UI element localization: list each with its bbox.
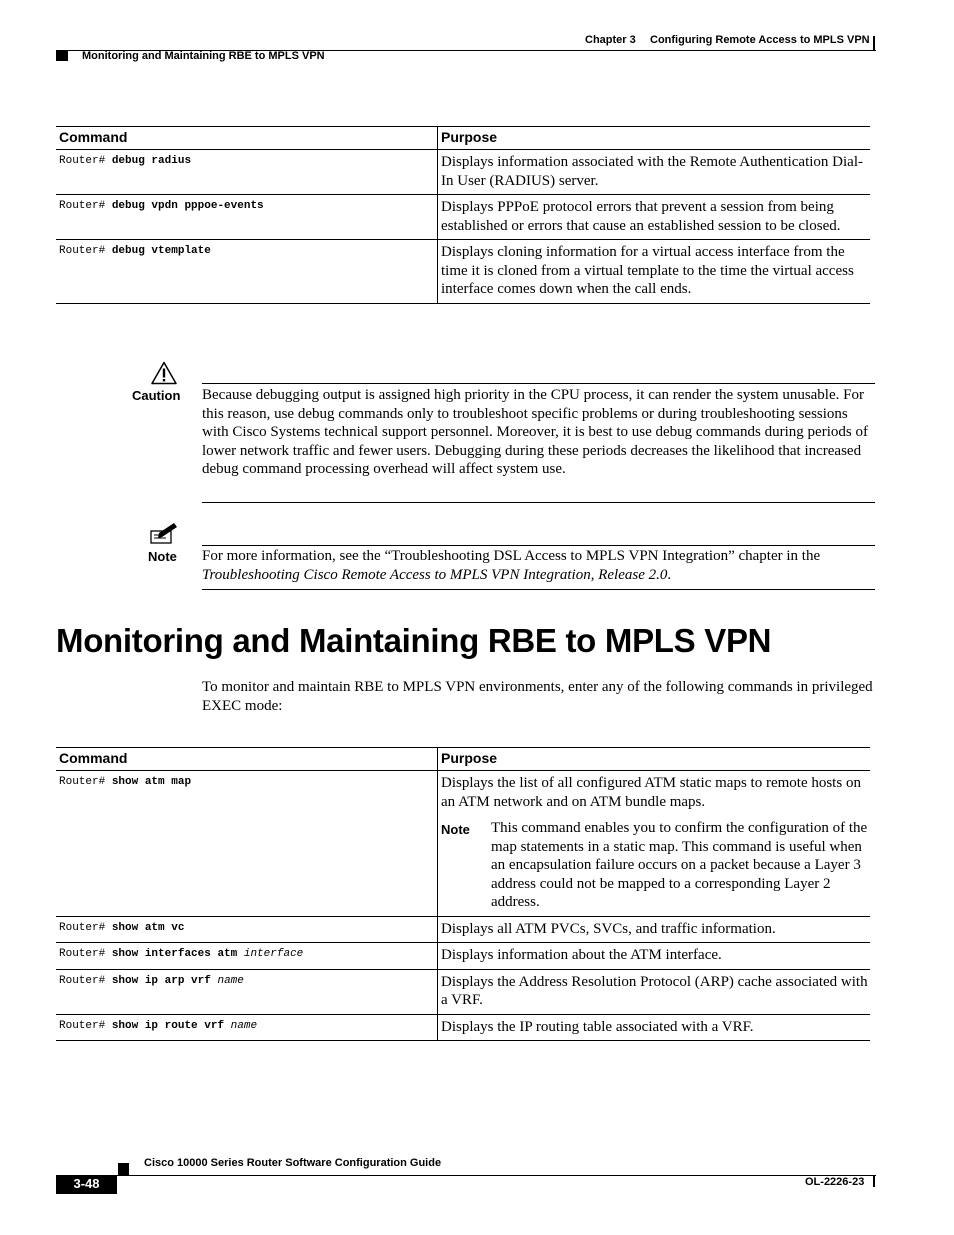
footer-tick bbox=[873, 1175, 875, 1187]
command-prompt: Router# bbox=[59, 1019, 106, 1032]
header-tick bbox=[873, 36, 875, 50]
pencil-note-icon bbox=[150, 522, 178, 544]
command-keyword: show atm map bbox=[111, 776, 192, 788]
command-prompt: Router# bbox=[59, 948, 106, 960]
command-cell bbox=[56, 969, 438, 1014]
command-prompt: Router# bbox=[59, 155, 106, 167]
caution-label: Caution bbox=[132, 388, 181, 403]
column-header-purpose: Purpose bbox=[438, 127, 871, 150]
inline-note-label: Note bbox=[441, 822, 470, 837]
caution-triangle-icon bbox=[151, 361, 177, 385]
caution-text: Because debugging output is assigned high priority in the CPU process, it can render the system unusable. For this reason, use debug commands only to troubleshoot specific problems or during troubleshooting sessions with Cisco Systems technical support personnel. Moreover, it is best to use debug commands during periods of lower network traffic and fewer users. Debugging during these periods decreases the likelihood that increased debug command processing overhead will affect system use. bbox=[202, 387, 868, 477]
command-argument: interface bbox=[243, 948, 304, 960]
command-cell bbox=[56, 943, 438, 970]
purpose-cell: Displays the IP routing table associated with a VRF. bbox=[438, 1014, 871, 1041]
table-row bbox=[56, 150, 870, 195]
footer-guide-title: Cisco 10000 Series Router Software Configuration Guide bbox=[144, 1157, 442, 1169]
command-argument: name bbox=[230, 1019, 258, 1032]
note-label: Note bbox=[148, 549, 177, 564]
monitoring-commands-table bbox=[56, 747, 870, 1041]
command-cell bbox=[56, 195, 438, 240]
purpose-cell: Displays all ATM PVCs, SVCs, and traffic information. bbox=[438, 916, 871, 943]
command-prompt: Router# bbox=[59, 245, 106, 257]
command-keyword: debug vtemplate bbox=[111, 245, 211, 257]
command-prompt: Router# bbox=[59, 200, 106, 212]
command-prompt: Router# bbox=[59, 776, 106, 788]
command-keyword: show ip route vrf bbox=[111, 1019, 225, 1032]
command-cell bbox=[56, 916, 438, 943]
table-row bbox=[56, 195, 870, 240]
footer-marker bbox=[118, 1163, 129, 1175]
table-row bbox=[56, 916, 870, 943]
command-keyword: show atm vc bbox=[111, 921, 185, 934]
command-argument: name bbox=[217, 974, 244, 987]
table-row bbox=[56, 1014, 870, 1041]
inline-note bbox=[441, 819, 868, 912]
note-text bbox=[202, 547, 874, 584]
purpose-cell bbox=[438, 771, 871, 917]
page-number: 3-48 bbox=[73, 1176, 100, 1191]
command-keyword: show ip arp vrf bbox=[111, 974, 211, 987]
command-prompt: Router# bbox=[59, 921, 106, 934]
inline-note-text: This command enables you to confirm the configuration of the map statements in a static map. This command is useful when an encapsulation failure occurs on a packet because a Layer 3 address could not be mapped to a corresponding Layer 2 address. bbox=[491, 820, 868, 910]
command-keyword: debug vpdn pppoe-events bbox=[111, 200, 264, 212]
section-title: Monitoring and Maintaining RBE to MPLS VPN bbox=[56, 622, 772, 659]
command-cell bbox=[56, 240, 438, 304]
footer-doc-number: OL-2226-23 bbox=[805, 1176, 865, 1188]
table-row bbox=[56, 771, 870, 917]
purpose-cell: Displays the Address Resolution Protocol (ARP) cache associated with a VRF. bbox=[438, 969, 871, 1014]
purpose-text: Displays the list of all configured ATM static maps to remote hosts on an ATM network and on ATM bundle maps. bbox=[441, 775, 861, 810]
purpose-cell: Displays information associated with the Remote Authentication Dial-In User (RADIUS) server. bbox=[438, 150, 871, 195]
column-header-command: Command bbox=[56, 748, 438, 771]
caution-rule-bottom bbox=[202, 502, 875, 503]
command-cell bbox=[56, 771, 438, 917]
section-intro: To monitor and maintain RBE to MPLS VPN environments, enter any of the following commands in privileged EXEC mode: bbox=[202, 679, 873, 714]
table-row bbox=[56, 943, 870, 970]
column-header-command: Command bbox=[56, 127, 438, 150]
note-rule-top bbox=[202, 545, 875, 546]
table-row bbox=[56, 240, 870, 304]
note-book-title: Troubleshooting Cisco Remote Access to MPLS VPN Integration, Release 2.0 bbox=[202, 566, 668, 583]
note-text-prefix: For more information, see the “Troubleshooting DSL Access to MPLS VPN Integration” chapter in the bbox=[202, 548, 821, 564]
debug-commands-table bbox=[56, 126, 870, 304]
header-marker bbox=[56, 51, 68, 61]
table-row bbox=[56, 969, 870, 1014]
header-section: Monitoring and Maintaining RBE to MPLS VPN bbox=[82, 50, 325, 62]
caution-rule-top bbox=[202, 383, 875, 384]
command-keyword: debug radius bbox=[111, 155, 192, 167]
footer-rule bbox=[56, 1175, 876, 1176]
purpose-cell: Displays cloning information for a virtual access interface from the time it is cloned from a virtual template to the time the virtual access interface comes down when the call ends. bbox=[438, 240, 871, 304]
purpose-cell: Displays PPPoE protocol errors that prevent a session from being established or errors that cause an established session to be closed. bbox=[438, 195, 871, 240]
command-keyword: show interfaces atm bbox=[111, 948, 238, 960]
command-cell bbox=[56, 150, 438, 195]
column-header-purpose: Purpose bbox=[438, 748, 871, 771]
header-chapter-title: Configuring Remote Access to MPLS VPN bbox=[650, 34, 870, 46]
note-text-suffix: . bbox=[667, 566, 672, 583]
header-chapter: Chapter 3 bbox=[585, 34, 636, 46]
purpose-cell: Displays information about the ATM interface. bbox=[438, 943, 871, 970]
command-cell bbox=[56, 1014, 438, 1041]
note-rule-bottom bbox=[202, 589, 875, 590]
command-prompt: Router# bbox=[59, 974, 106, 987]
